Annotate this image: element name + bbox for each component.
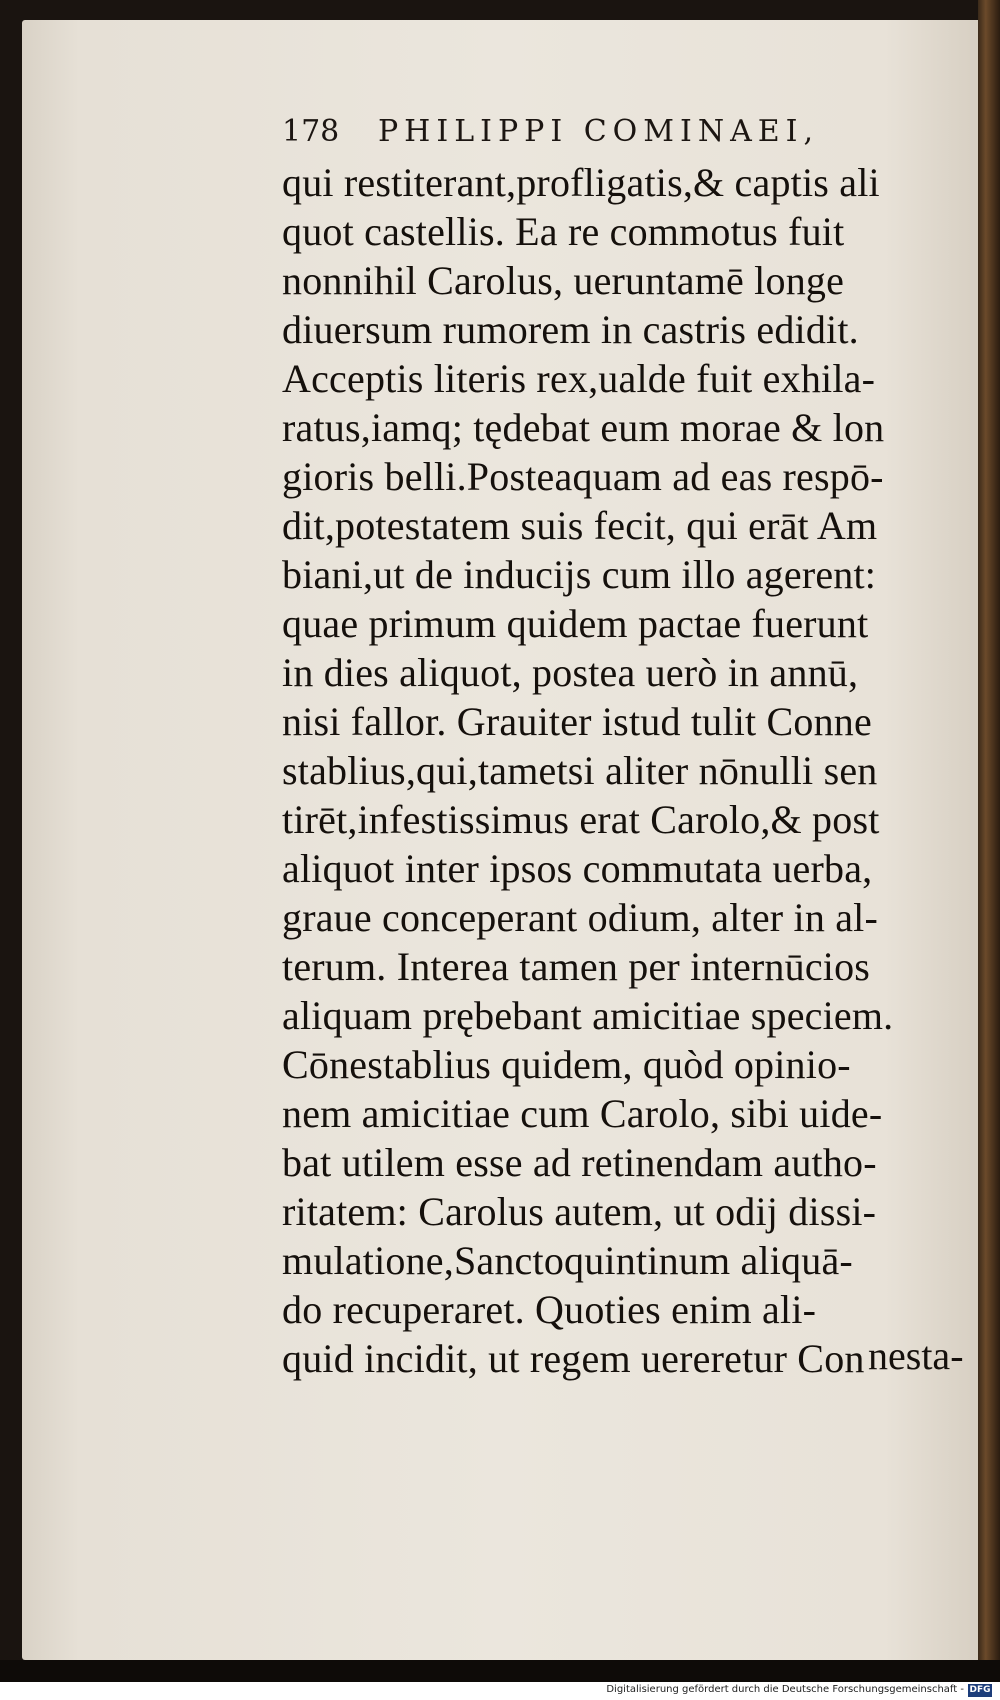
text-block (282, 158, 982, 1383)
dfg-logo: DFG (969, 1685, 991, 1695)
text-line: nem amicitiae cum Carolo, sibi uide- (282, 1091, 883, 1136)
text-line: quid incidit, ut regem uereretur Con (282, 1336, 865, 1381)
text-line: nonnihil Carolus, ueruntamē longe (282, 258, 845, 303)
text-line: ratus,iamq; tędebat eum morae & lon (282, 405, 885, 450)
text-line: mulatione,Sanctoquintinum aliquā- (282, 1238, 853, 1283)
text-line: quae primum quidem pactae fuerunt (282, 601, 869, 646)
text-line: diuersum rumorem in castris edidit. (282, 307, 859, 352)
text-line: aliquot inter ipsos commutata uerba, (282, 846, 873, 891)
text-line: qui restiterant,profligatis,& captis ali (282, 160, 880, 205)
text-line: gioris belli.Posteaquam ad eas respō- (282, 454, 884, 499)
page-number: 178 (282, 114, 340, 149)
text-line: quot castellis. Ea re commotus fuit (282, 209, 845, 254)
scan-bottom-edge (0, 1660, 1000, 1682)
text-line: in dies aliquot, postea uerò in annū, (282, 650, 859, 695)
text-line: biani,ut de inducijs cum illo agerent: (282, 552, 877, 597)
text-line: terum. Interea tamen per internūcios (282, 944, 871, 989)
text-line: Cōnestablius quidem, quòd opinio- (282, 1042, 851, 1087)
running-head: PHILIPPI COMINAEI, (378, 114, 820, 149)
text-line: stablius,qui,tametsi aliter nōnulli sen (282, 748, 878, 793)
text-line: ritatem: Carolus autem, ut odij dissi- (282, 1189, 877, 1234)
catchword: nesta- (868, 1333, 964, 1378)
funding-credit: Digitalisierung gefördert durch die Deutsche Forschungsgemeinschaft - (606, 1684, 964, 1695)
text-line: bat utilem esse ad retinendam autho- (282, 1140, 877, 1185)
text-line: Acceptis literis rex,ualde fuit exhila- (282, 356, 876, 401)
page-header (282, 110, 902, 154)
text-line: dit,potestatem suis fecit, qui erāt Am (282, 503, 878, 548)
text-line: aliquam prębebant amicitiae speciem. (282, 993, 894, 1038)
text-line: tirēt,infestissimus erat Carolo,& post (282, 797, 880, 842)
text-line: graue conceperant odium, alter in al- (282, 895, 879, 940)
text-line: do recuperaret. Quoties enim ali- (282, 1287, 817, 1332)
text-line: nisi fallor. Grauiter istud tulit Conne (282, 699, 872, 744)
